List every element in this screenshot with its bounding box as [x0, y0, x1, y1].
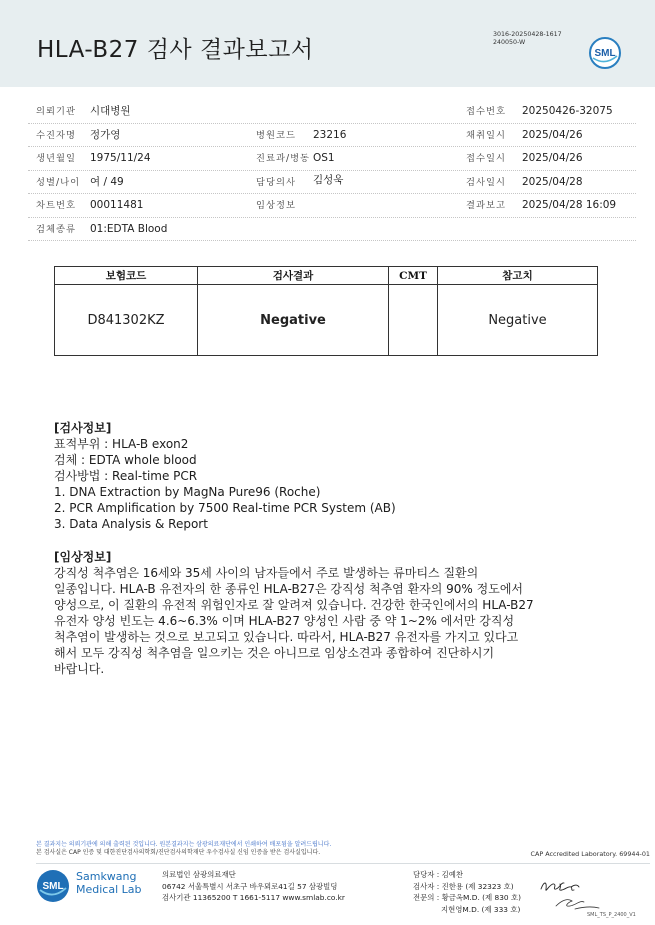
info-label: 수진자명 — [36, 129, 76, 141]
staff-line: 전문의 : 황금옥M.D. (제 830 호) — [413, 893, 521, 902]
info-label: 진료과/병동 — [256, 153, 311, 164]
results-header-row — [55, 267, 598, 285]
section-heading: [임상정보] — [54, 550, 112, 564]
lab-name — [76, 870, 142, 896]
info-value: 2025/04/26 — [522, 152, 583, 164]
column-header-insurance-code: 보험코드 — [55, 267, 198, 285]
clinical-info-line: 양성으로, 이 질환의 유전적 위험인자로 잘 알려져 있습니다. 건강한 한국인에서의 HLA-B27 — [54, 598, 534, 612]
staff-line: 지현영M.D. (제 333 호) — [441, 904, 521, 914]
clinical-info-line: 바랍니다. — [54, 662, 105, 676]
document-code — [493, 31, 562, 47]
clinical-info-section — [54, 549, 534, 677]
info-label: 병원코드 — [256, 129, 296, 141]
info-value: 1975/11/24 — [90, 152, 151, 164]
result-cell: Negative — [198, 285, 389, 356]
staff-line: 담당자 : 김예찬 — [413, 870, 464, 879]
clinical-info-line: 강직성 척추염은 16세와 35세 사이의 남자들에서 주로 발생하는 류마티스 질환의 — [54, 566, 479, 580]
info-label: 의뢰기관 — [36, 106, 76, 117]
info-label: 결과보고 — [466, 200, 506, 211]
info-value: 01:EDTA Blood — [90, 222, 168, 235]
info-value: 2025/04/28 16:09 — [522, 199, 617, 211]
clinical-info-line: 척추염이 발생하는 것으로 보고되고 있습니다. 따라서, HLA-B27 유전자를 가지고 있다고 — [54, 630, 519, 644]
info-row — [28, 100, 636, 124]
info-label: 담당의사 — [256, 176, 296, 188]
clinical-info-line: 해서 모두 강직성 척추염을 일으키는 것은 아니므로 임상소견과 종합하여 진단하시기 — [54, 646, 495, 660]
sml-logo-text: SML — [594, 48, 616, 59]
info-row — [28, 124, 636, 148]
page-title: HLA-B27 검사 결과보고서 — [37, 37, 314, 63]
lab-name-line2: Medical Lab — [76, 883, 142, 896]
footer-divider — [36, 863, 650, 864]
staff-info — [413, 869, 521, 915]
column-header-result: 검사결과 — [198, 267, 389, 285]
info-label: 임상정보 — [256, 200, 296, 211]
organization-info — [162, 869, 345, 904]
info-label: 채취일시 — [466, 129, 506, 141]
samkwang-logo-icon — [36, 869, 70, 903]
test-info-line: 검체 : EDTA whole blood — [54, 453, 197, 467]
cap-accreditation: CAP Accredited Laboratory. 69944-01 — [530, 850, 650, 858]
info-label: 접수번호 — [466, 106, 506, 117]
info-value: 2025/04/26 — [522, 128, 583, 141]
clinical-info-line: 유전자 양성 빈도는 4.6~6.3% 이며 HLA-B27 양성인 사람 중 약 1~2% 에서만 강직성 — [54, 614, 515, 628]
lab-name-line1: Samkwang — [76, 870, 137, 883]
organization-name: 의료법인 삼광의료재단 — [162, 870, 236, 879]
test-info-line: 2. PCR Amplification by 7500 Real-time PCR System (AB) — [54, 501, 396, 515]
info-row — [28, 147, 636, 171]
info-value: 여 / 49 — [90, 175, 124, 188]
info-value: 정가영 — [90, 128, 121, 141]
clinical-info-line: 일종입니다. HLA-B 유전자의 한 종류인 HLA-B27은 강직성 척추염 환자의 90% 정도에서 — [54, 582, 524, 596]
info-row — [28, 194, 636, 218]
results-table — [54, 266, 598, 356]
reference-cell: Negative — [438, 285, 598, 356]
info-value: OS1 — [313, 152, 335, 164]
test-info-line: 3. Data Analysis & Report — [54, 517, 208, 531]
document-code-line2: 240050-W — [493, 39, 526, 46]
cmt-cell — [389, 285, 438, 356]
test-info-line: 표적부위 : HLA-B exon2 — [54, 437, 189, 451]
form-code: SML_TS_P_2400_V1 — [587, 912, 636, 918]
info-row — [28, 171, 636, 195]
test-info-line: 1. DNA Extraction by MagNa Pure96 (Roche) — [54, 485, 321, 499]
section-heading: [검사정보] — [54, 421, 112, 435]
staff-line: 검사자 : 진한용 (제 32323 호) — [413, 881, 514, 891]
info-label: 검사일시 — [466, 176, 506, 188]
info-row — [28, 218, 636, 242]
info-value: 김성욱 — [313, 173, 344, 186]
column-header-reference: 참고치 — [438, 267, 598, 285]
test-info-line: 검사방법 : Real-time PCR — [54, 469, 198, 483]
info-value: 시대병원 — [90, 105, 131, 117]
column-header-cmt: CMT — [389, 267, 438, 285]
info-label: 접수일시 — [466, 153, 506, 164]
printout-notice: 본 결과지는 의뢰기관에 의해 출력된 것입니다. 원본결과지는 삼광의료재단에서 인쇄하여 배포됨을 알려드립니다. — [36, 841, 332, 848]
info-label: 차트번호 — [36, 200, 76, 211]
document-code-line1: 3016-20250428-1617 — [493, 31, 562, 38]
info-value: 23216 — [313, 128, 347, 141]
organization-address: 06742 서울특별시 서초구 바우뫼로41길 57 삼광빌딩 — [162, 881, 338, 891]
test-info-section — [54, 420, 396, 532]
info-value: 2025/04/28 — [522, 175, 583, 188]
table-row — [55, 285, 598, 356]
samkwang-logo-text: SML — [42, 881, 64, 892]
info-value: 20250426-32075 — [522, 105, 613, 117]
info-label: 생년월일 — [36, 153, 76, 164]
sml-logo-icon — [588, 36, 622, 70]
accreditation-notice: 본 검사실은 CAP 인증 및 대한진단검사의학회/진단검사의학재단 우수검사실 신임 인증을 받은 검사실입니다. — [36, 849, 321, 856]
info-label: 검체종류 — [36, 223, 76, 235]
organization-contact: 검사기관 11365200 T 1661-5117 www.smlab.co.kr — [162, 893, 345, 902]
info-label: 성별/나이 — [36, 176, 81, 188]
info-value: 00011481 — [90, 199, 144, 211]
insurance-code-cell: D841302KZ — [55, 285, 198, 356]
